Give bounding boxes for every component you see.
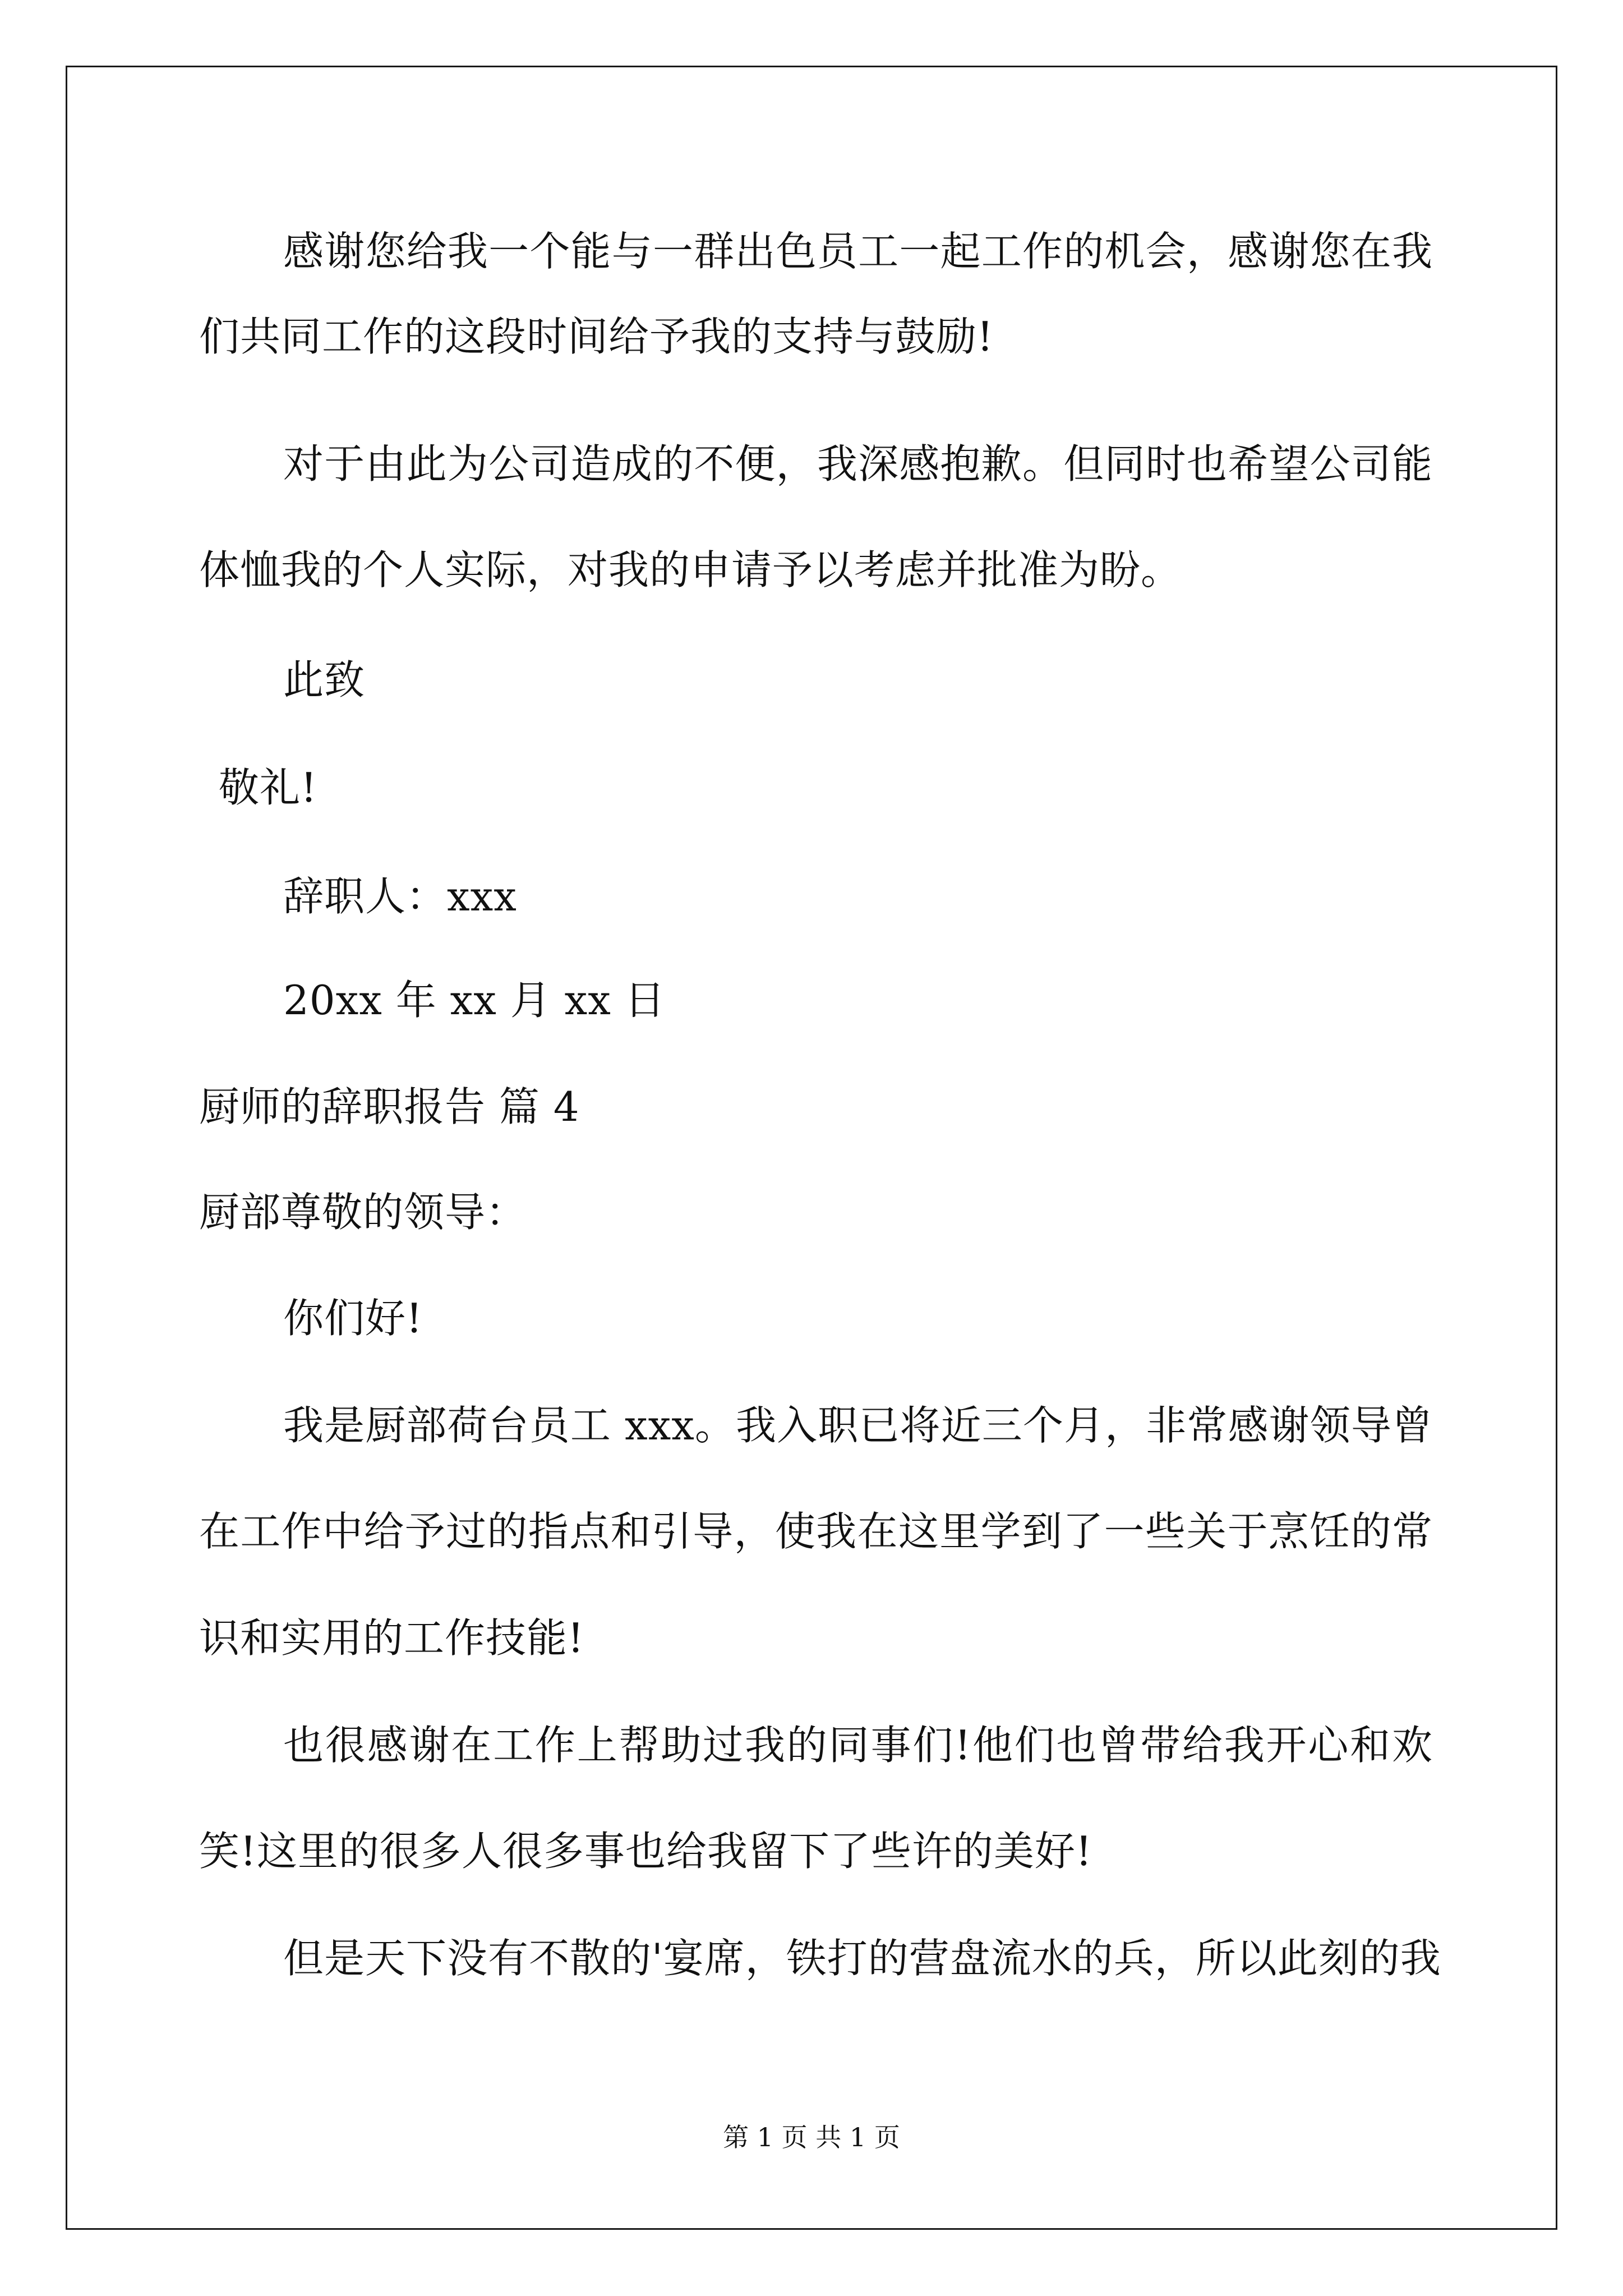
greeting-hello: 你们好!	[283, 1295, 423, 1342]
salutation-closing: 此致	[283, 656, 366, 703]
date-line: 20xx 年 xx 月 xx 日	[283, 977, 666, 1024]
paragraph-line: 也很感谢在工作上帮助过我的同事们!他们也曾带给我开心和欢	[283, 1722, 1433, 1769]
paragraph-line: 感谢您给我一个能与一群出色员工一起工作的机会，感谢您在我	[283, 228, 1433, 275]
signatory-line: 辞职人：xxx	[283, 873, 517, 920]
salutation-respect: 敬礼!	[219, 764, 317, 811]
paragraph-line: 笑!这里的很多人很多事也给我留下了些许的美好!	[199, 1828, 1092, 1875]
paragraph-line: 识和实用的工作技能!	[199, 1614, 584, 1662]
paragraph-line: 我是厨部荷台员工 xxx。我入职已将近三个月，非常感谢领导曾	[283, 1402, 1433, 1449]
greeting-line: 厨部尊敬的领导：	[199, 1189, 527, 1236]
paragraph-line: 体恤我的个人实际，对我的申请予以考虑并批准为盼。	[199, 546, 1182, 593]
paragraph-line: 在工作中给予过的指点和引导，使我在这里学到了一些关于烹饪的常	[199, 1508, 1433, 1555]
paragraph-line: 们共同工作的这段时间给予我的支持与鼓励!	[199, 313, 994, 360]
page-number: 第 1 页 共 1 页	[723, 2122, 900, 2152]
paragraph-line: 对于由此为公司造成的不便，我深感抱歉。但同时也希望公司能	[283, 440, 1433, 487]
section-heading: 厨师的辞职报告 篇 4	[199, 1083, 580, 1130]
page-border	[66, 66, 1557, 2230]
paragraph-line: 但是天下没有不散的'宴席，铁打的营盘流水的兵，所以此刻的我	[283, 1935, 1441, 1982]
